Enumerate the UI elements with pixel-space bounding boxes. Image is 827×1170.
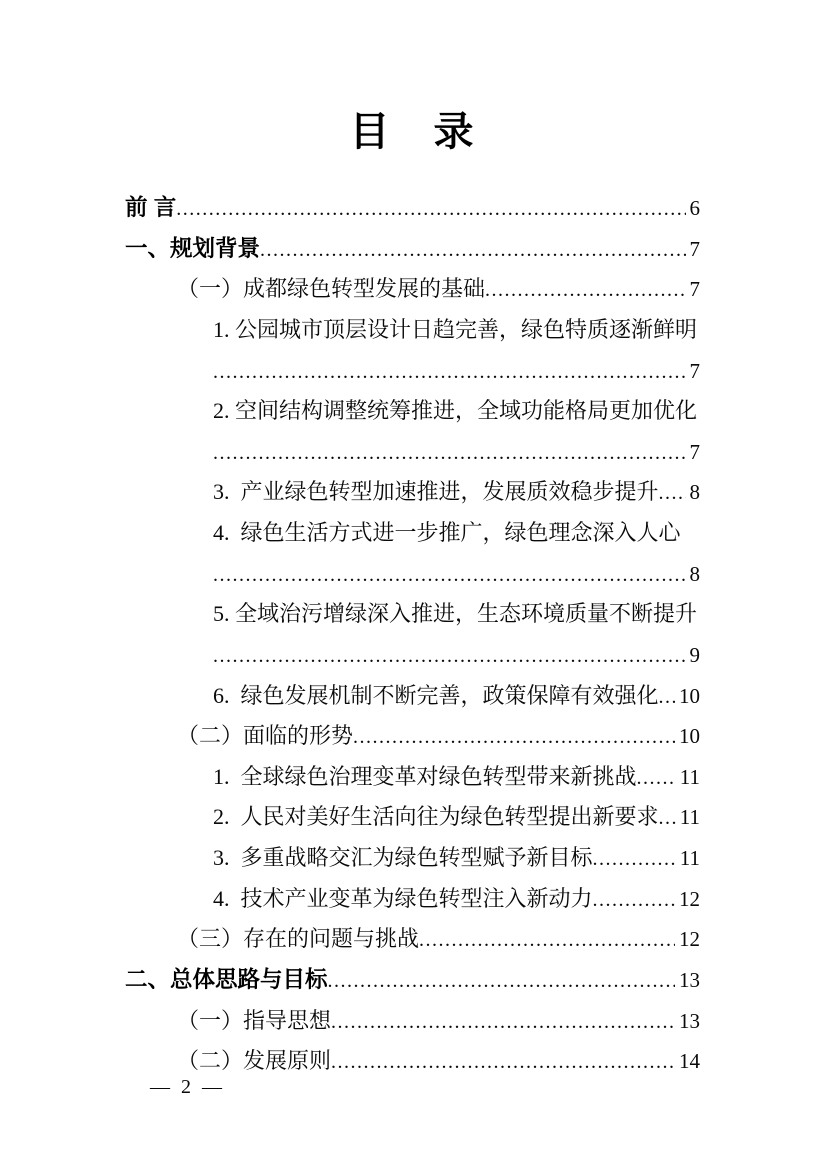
toc-entry [125,188,700,229]
toc-dot-leader [485,270,685,311]
page-title: 目 录 [349,110,476,154]
toc-entry-text: 6. 绿色发展机制不断完善，政策保障有效强化 [213,682,659,708]
toc-dot-leader [659,677,675,718]
toc-page-number: 11 [679,846,700,870]
toc-dot-leader [331,1042,675,1083]
toc-entry [125,594,700,635]
toc-entry-text: 1. 全球绿色治理变革对绿色转型带来新挑战 [213,763,637,789]
toc-dot-leader [593,839,676,880]
toc-page-number: 13 [679,1008,700,1033]
toc-entry [125,310,700,351]
toc-entry [125,797,700,838]
toc-dot-leader [176,189,685,230]
toc-entry [125,838,700,879]
toc-entry-text: 1. 公园城市顶层设计日趋完善，绿色特质逐渐鲜明 [213,316,698,342]
toc-entry [125,391,700,432]
toc-dot-leader [593,880,675,921]
toc-entry [125,960,700,1001]
toc-dot-leader [331,1002,675,1043]
toc-entry [125,676,700,717]
toc-entry [125,635,700,676]
toc-entry-text: （一）指导思想 [177,1007,332,1033]
toc-entry [125,757,700,798]
toc-page-number: 13 [679,967,700,992]
toc-dot-leader [637,758,676,799]
toc-page-number: 11 [679,764,700,789]
toc-entry-text: （二）发展原则 [177,1048,332,1074]
toc-dot-leader [213,636,686,677]
toc-dot-leader [419,920,675,961]
toc-entry-text: （一）成都绿色转型发展的基础 [177,276,486,302]
toc-page-number: 10 [679,683,700,708]
toc-entry-text: 二、总体思路与目标 [125,966,328,992]
toc-entry [125,269,700,310]
toc-entry-text: 2. 空间结构调整统筹推进，全域功能格局更加优化 [213,398,698,424]
toc-page-number: 6 [689,196,700,220]
page-number-footer: — 2 — [150,1076,225,1098]
toc-entry-text: 2. 人民对美好生活向往为绿色转型提出新要求 [213,804,659,830]
toc-entry [125,351,700,392]
toc-page-number: 14 [679,1049,700,1074]
toc-entry-text: （二）面临的形势 [177,723,354,749]
toc-entry [125,879,700,920]
toc-entry [125,513,700,554]
toc-dot-leader [260,230,685,271]
toc-entry [125,919,700,960]
toc-page-number: 9 [689,642,700,667]
toc-entry-text: 一、规划背景 [125,235,261,261]
toc-entry-text: 4. 技术产业变革为绿色转型注入新动力 [213,885,593,911]
toc-page-number: 7 [689,277,700,302]
toc-entry-text: 5. 全域治污增绿深入推进，生态环境质量不断提升 [213,601,698,627]
toc-dot-leader [213,352,686,393]
toc-page-number: 7 [689,439,700,464]
toc-list [125,188,700,1082]
toc-page-number: 12 [679,927,700,952]
toc-page-number: 7 [689,358,700,383]
toc-dot-leader [213,433,686,474]
toc-page-number: 12 [679,886,700,911]
toc-entry [125,554,700,595]
toc-entry [125,472,700,513]
toc-entry-text: 3. 多重战略交汇为绿色转型赋予新目标 [213,845,593,870]
toc-page-number: 7 [689,236,700,261]
toc-dot-leader [328,961,675,1002]
toc-dot-leader [213,555,686,596]
toc-entry [125,1001,700,1042]
toc-entry-text: （三）存在的问题与挑战 [177,926,420,952]
toc-entry [125,432,700,473]
toc-page-number: 8 [689,480,700,505]
toc-entry [125,716,700,757]
toc-entry-text: 前 言 [125,195,177,220]
toc-entry-text: 3. 产业绿色转型加速推进，发展质效稳步提升 [213,479,659,505]
toc-dot-leader [659,473,686,514]
toc-page-number: 8 [689,561,700,586]
toc-entry [125,229,700,270]
toc-page-number: 10 [679,724,700,749]
toc-dot-leader [659,798,676,839]
toc-page-number: 11 [679,805,700,830]
toc-entry-text: 4. 绿色生活方式进一步推广，绿色理念深入人心 [213,520,681,545]
toc-dot-leader [353,717,675,758]
